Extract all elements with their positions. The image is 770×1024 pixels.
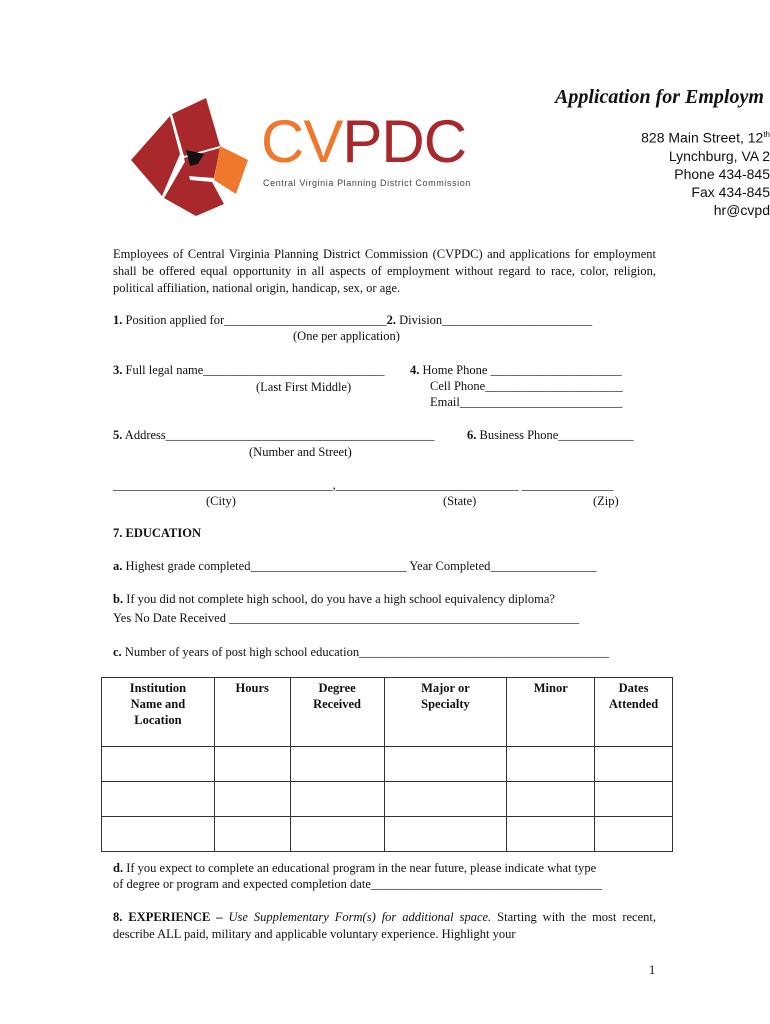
post-hs-years-label: Number of years of post high school education________________________________________ [121, 645, 610, 659]
zip-hint: (Zip) [593, 494, 619, 508]
table-cell[interactable] [384, 747, 507, 782]
cvpdc-logo [128, 98, 471, 218]
home-phone-field[interactable] [410, 363, 622, 378]
address-number: 5. [113, 428, 123, 442]
col-degree: Degree Received [290, 678, 384, 747]
table-row [102, 817, 673, 852]
col-institution: Institution Name and Location [102, 678, 215, 747]
item-b-label: b. [113, 592, 124, 606]
item-a-label: a. [113, 559, 123, 573]
table-cell[interactable] [102, 817, 215, 852]
fullname-number: 3. [113, 363, 123, 377]
highest-grade-field[interactable] [113, 559, 597, 574]
address-label: Address___________________________________________ [122, 428, 435, 442]
col-major: Major or Specialty [384, 678, 507, 747]
business-phone-label: Business Phone____________ [476, 428, 634, 442]
logo-mark-icon [128, 98, 253, 218]
future-program-question [113, 861, 596, 876]
table-cell[interactable] [595, 782, 673, 817]
page-number: 1 [649, 963, 656, 977]
highest-grade-label: Highest grade completed_________________________ Year Completed_________________ [122, 559, 597, 573]
position-hint: (One per application) [293, 329, 400, 343]
table-header-row [102, 678, 673, 747]
email-field[interactable]: Email__________________________ [430, 395, 623, 409]
fullname-hint: (Last First Middle) [256, 380, 352, 394]
address-line-2: Lynchburg, VA 2 [668, 147, 770, 164]
city-state-zip-line[interactable]: ____________________________________,______________________________ _______________ [113, 478, 614, 492]
address-line-1: 828 Main Street, 12 [641, 129, 764, 146]
table-cell[interactable] [384, 782, 507, 817]
division-label: Division________________________ [395, 313, 593, 327]
table-cell[interactable] [595, 817, 673, 852]
col-dates: Dates Attended [595, 678, 673, 747]
address-field[interactable] [113, 428, 435, 443]
experience-text: Starting with the most recent, describe ALL paid, military and applicable voluntary experience. Highlight your [113, 910, 656, 941]
position-field[interactable] [113, 313, 592, 328]
item-c-label: c. [113, 645, 122, 659]
table-row [102, 747, 673, 782]
table-row [102, 782, 673, 817]
table-cell[interactable] [290, 817, 384, 852]
table-cell[interactable] [384, 817, 507, 852]
table-cell[interactable] [102, 782, 215, 817]
logo-cv-text: CV [261, 108, 343, 175]
experience-paragraph [113, 909, 656, 943]
future-program-text: If you expect to complete an educational program in the near future, please indicate what type [123, 861, 597, 875]
phone-line: Phone 434-845 [674, 165, 770, 182]
experience-heading: 8. EXPERIENCE – [113, 910, 229, 924]
fax-line: Fax 434-845 [691, 183, 770, 200]
state-hint: (State) [443, 494, 477, 508]
table-cell[interactable] [507, 817, 595, 852]
business-phone-field[interactable] [467, 428, 633, 443]
intro-paragraph: Employees of Central Virginia Planning District Commission (CVPDC) and applications for employment shall be offered equal opportunity in all aspects of employment without regard to race, color, religion, political affiliation, national origin, handicap, sex, or age. [113, 247, 656, 295]
equivalency-answer-line[interactable]: Yes No Date Received ________________________________________________________ [113, 611, 580, 625]
table-cell[interactable] [507, 747, 595, 782]
position-number: 1. [113, 313, 123, 327]
table-cell[interactable] [595, 747, 673, 782]
division-number: 2. [386, 313, 396, 327]
position-label: Position applied for__________________________ [122, 313, 387, 327]
city-hint: (City) [206, 494, 236, 508]
col-minor: Minor [507, 678, 595, 747]
post-hs-years-field[interactable] [113, 645, 609, 660]
table-cell[interactable] [214, 782, 290, 817]
business-phone-number: 6. [467, 428, 477, 442]
education-table [101, 677, 673, 852]
form-title: Application for Employm [555, 86, 764, 108]
address-hint: (Number and Street) [249, 445, 352, 459]
contact-block [641, 126, 770, 219]
address-sup: th [763, 130, 770, 139]
equivalency-question [113, 592, 555, 607]
experience-italic-note: Use Supplementary Form(s) for additional space. [228, 910, 492, 924]
logo-pdc-text: PDC [342, 108, 467, 175]
home-phone-number: 4. [410, 363, 420, 377]
future-program-line[interactable]: of degree or program and expected completion date_____________________________________ [113, 877, 603, 891]
education-heading: 7. EDUCATION [113, 526, 201, 540]
logo-tagline: Central Virginia Planning District Commission [263, 178, 471, 188]
cell-phone-field[interactable]: Cell Phone______________________ [430, 379, 623, 393]
fullname-field[interactable] [113, 363, 385, 378]
table-cell[interactable] [214, 817, 290, 852]
table-cell[interactable] [290, 782, 384, 817]
col-hours: Hours [214, 678, 290, 747]
table-cell[interactable] [102, 747, 215, 782]
table-cell[interactable] [214, 747, 290, 782]
home-phone-label: Home Phone _____________________ [419, 363, 622, 377]
email-line: hr@cvpd [713, 201, 770, 218]
item-d-label: d. [113, 861, 124, 875]
equivalency-text: If you did not complete high school, do you have a high school equivalency diploma? [123, 592, 555, 606]
fullname-label: Full legal name_____________________________ [122, 363, 385, 377]
table-cell[interactable] [290, 747, 384, 782]
table-cell[interactable] [507, 782, 595, 817]
